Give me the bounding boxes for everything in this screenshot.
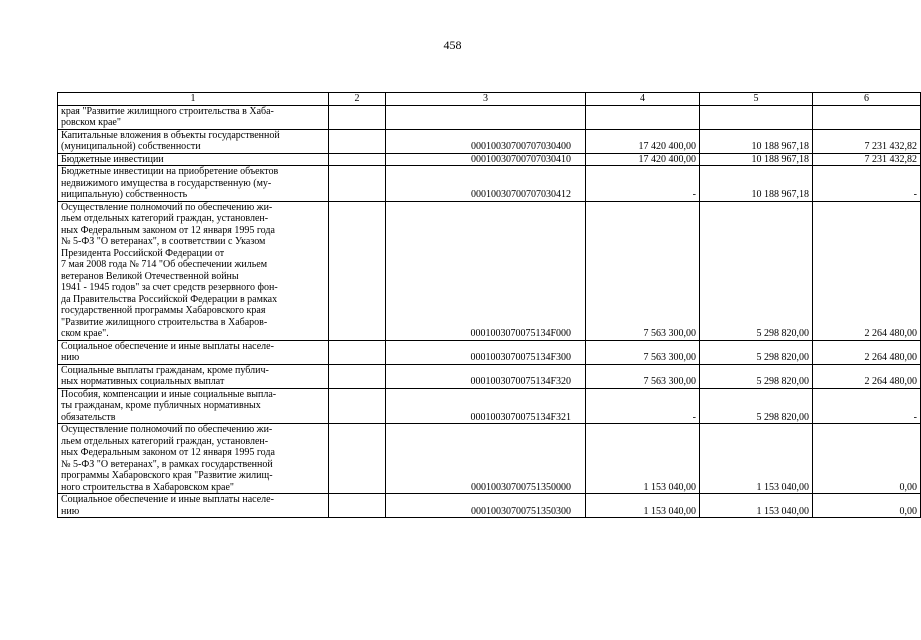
row-name-line: ты гражданам, кроме публичных нормативных	[61, 400, 261, 411]
row-name-line: программы Хабаровского края "Развитие жилищ-	[61, 470, 273, 481]
table-row	[58, 129, 921, 153]
row-col2-cell	[329, 201, 386, 340]
row-name-line: да Правительства Российской Федерации в рамках	[61, 293, 278, 305]
row-value-col5-cell: 1 153 040,00	[700, 494, 813, 518]
row-name-line: государственной программы Хабаровского края	[61, 305, 266, 316]
row-value-col5-cell: 10 188 967,18	[700, 153, 813, 166]
column-header-3: 3	[386, 93, 586, 106]
row-name-line: Президента Российской Федерации от	[61, 247, 225, 259]
row-value-col5-cell: 5 298 820,00	[700, 388, 813, 424]
row-value-col6-cell: 2 264 480,00	[813, 201, 921, 340]
column-header-5: 5	[700, 93, 813, 106]
table-row	[58, 201, 921, 340]
row-name-line: Бюджетные инвестиции	[61, 153, 164, 165]
row-code-cell: 0001003070075134F320	[386, 364, 586, 388]
row-col2-cell	[329, 105, 386, 129]
row-name-line: ных Федеральным законом от 12 января 1995 года	[61, 224, 275, 236]
row-value-col6-cell: 0,00	[813, 494, 921, 518]
row-name-line: нию	[61, 352, 80, 363]
row-name-line: ных нормативных социальных выплат	[61, 376, 225, 387]
row-name-line: Социальное обеспечение и иные выплаты населе-	[61, 340, 274, 352]
row-code-cell: 0001003070075134F000	[386, 201, 586, 340]
row-name-cell	[58, 166, 329, 202]
row-name-line: № 5-ФЗ "О ветеранах", в соответствии с Указом	[61, 236, 266, 247]
column-header-1: 1	[58, 93, 329, 106]
row-name-line: ного строительства в Хабаровском крае"	[61, 481, 234, 493]
row-name-line: ных Федеральным законом от 12 января 1995 года	[61, 447, 275, 458]
row-value-col5-cell	[700, 105, 813, 129]
row-value-col6-cell	[813, 105, 921, 129]
row-code-cell: 0001003070075134F321	[386, 388, 586, 424]
row-col2-cell	[329, 424, 386, 494]
row-name-line: "Развитие жилищного строительства в Хабаров-	[61, 316, 268, 328]
row-value-col4-cell: 7 563 300,00	[586, 340, 700, 364]
row-value-col6-cell: -	[813, 166, 921, 202]
row-name-line: льем отдельных категорий граждан, установлен-	[61, 435, 269, 447]
row-code-cell: 00010030700751350000	[386, 424, 586, 494]
row-name-line: обязательств	[61, 411, 116, 423]
row-name-line: ровском крае"	[61, 117, 121, 128]
row-value-col6-cell: 2 264 480,00	[813, 364, 921, 388]
table-row	[58, 105, 921, 129]
row-value-col5-cell: 10 188 967,18	[700, 166, 813, 202]
row-value-col4-cell: 1 153 040,00	[586, 424, 700, 494]
row-value-col6-cell: 2 264 480,00	[813, 340, 921, 364]
row-code-cell: 0001003070075134F300	[386, 340, 586, 364]
row-value-col4-cell: 7 563 300,00	[586, 201, 700, 340]
table-row	[58, 494, 921, 518]
row-name-cell	[58, 153, 329, 166]
row-name-line: Социальные выплаты гражданам, кроме публич-	[61, 364, 269, 376]
row-value-col4-cell: 17 420 400,00	[586, 129, 700, 153]
row-value-col4-cell: 1 153 040,00	[586, 494, 700, 518]
table-row	[58, 340, 921, 364]
row-name-line: края "Развитие жилищного строительства в Хаба-	[61, 105, 274, 117]
row-name-line: льем отдельных категорий граждан, установлен-	[61, 213, 269, 224]
row-name-cell	[58, 129, 329, 153]
row-name-line: (муниципальной) собственности	[61, 141, 201, 152]
row-value-col5-cell: 10 188 967,18	[700, 129, 813, 153]
row-name-line: Социальное обеспечение и иные выплаты населе-	[61, 494, 274, 505]
row-code-cell: 00010030700707030412	[386, 166, 586, 202]
row-value-col5-cell: 5 298 820,00	[700, 364, 813, 388]
column-header-2: 2	[329, 93, 386, 106]
row-name-line: 1941 - 1945 годов" за счет средств резервного фон-	[61, 282, 278, 293]
table-row	[58, 166, 921, 202]
row-value-col4-cell: 7 563 300,00	[586, 364, 700, 388]
row-value-col6-cell: 7 231 432,82	[813, 153, 921, 166]
row-name-line: Осуществление полномочий по обеспечению жи-	[61, 424, 273, 435]
row-name-cell	[58, 340, 329, 364]
row-value-col5-cell: 5 298 820,00	[700, 340, 813, 364]
row-name-line: ветеранов Великой Отечественной войны	[61, 270, 239, 282]
row-col2-cell	[329, 166, 386, 202]
row-name-cell	[58, 201, 329, 340]
row-name-line: 7 мая 2008 года № 714 "Об обеспечении жильем	[61, 259, 268, 270]
row-value-col4-cell: -	[586, 166, 700, 202]
row-name-line: Бюджетные инвестиции на приобретение объектов	[61, 166, 279, 177]
row-value-col4-cell: 17 420 400,00	[586, 153, 700, 166]
column-header-4: 4	[586, 93, 700, 106]
row-name-line: Осуществление полномочий по обеспечению жи-	[61, 201, 273, 213]
row-value-col6-cell: 0,00	[813, 424, 921, 494]
row-name-line: ском крае".	[61, 328, 109, 339]
table-row	[58, 153, 921, 166]
row-name-cell	[58, 388, 329, 424]
column-header-6: 6	[813, 93, 921, 106]
row-code-cell: 00010030700707030400	[386, 129, 586, 153]
table-row	[58, 364, 921, 388]
row-value-col6-cell: 7 231 432,82	[813, 129, 921, 153]
row-col2-cell	[329, 494, 386, 518]
row-name-line: ниципальную) собственность	[61, 189, 188, 200]
row-name-cell	[58, 364, 329, 388]
row-col2-cell	[329, 153, 386, 166]
row-name-line: недвижимого имущества в государственную (му-	[61, 177, 272, 189]
row-col2-cell	[329, 340, 386, 364]
row-name-line: № 5-ФЗ "О ветеранах", в рамках государственной	[61, 458, 273, 470]
table-header-row	[58, 93, 921, 106]
row-name-line: нию	[61, 505, 80, 517]
row-name-cell	[58, 424, 329, 494]
row-name-line: Пособия, компенсации и иные социальные выпла-	[61, 388, 277, 400]
row-code-cell: 00010030700751350300	[386, 494, 586, 518]
page-number: 458	[443, 38, 462, 52]
row-col2-cell	[329, 388, 386, 424]
row-value-col4-cell: -	[586, 388, 700, 424]
row-code-cell	[386, 105, 586, 129]
row-name-cell	[58, 494, 329, 518]
row-code-cell: 00010030700707030410	[386, 153, 586, 166]
row-name-cell	[58, 105, 329, 129]
row-value-col4-cell	[586, 105, 700, 129]
row-name-line: Капитальные вложения в объекты государственной	[61, 129, 280, 141]
table-row	[58, 388, 921, 424]
table-row	[58, 424, 921, 494]
row-value-col5-cell: 1 153 040,00	[700, 424, 813, 494]
row-value-col6-cell: -	[813, 388, 921, 424]
row-value-col5-cell: 5 298 820,00	[700, 201, 813, 340]
row-col2-cell	[329, 129, 386, 153]
row-col2-cell	[329, 364, 386, 388]
budget-table	[57, 92, 921, 518]
